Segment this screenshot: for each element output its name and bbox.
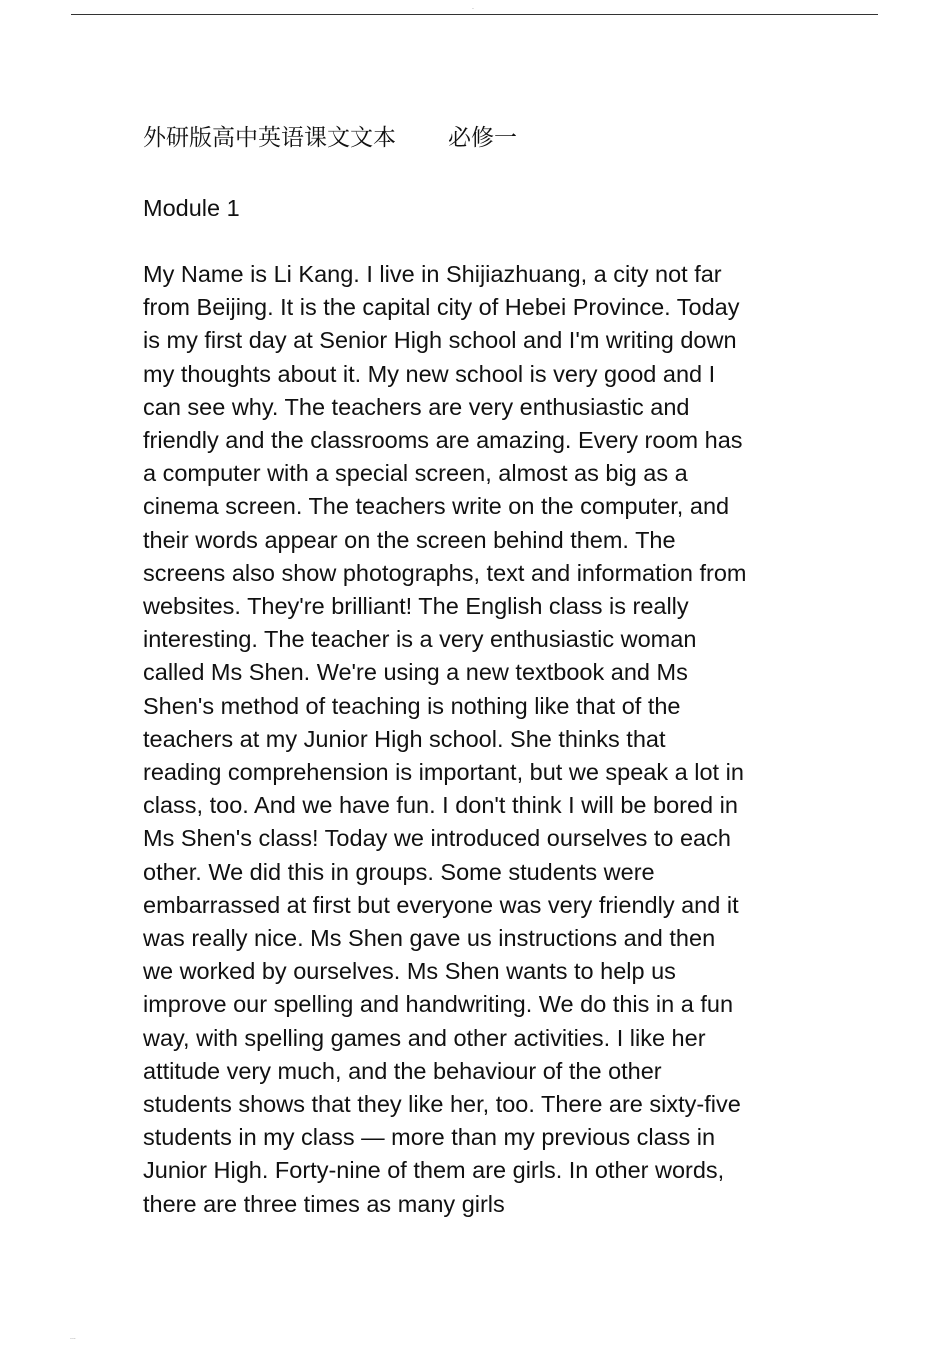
text-line: cinema screen. The teachers write on the computer, and [143, 493, 730, 520]
text-line: class, too. And we have fun. I don't think I will be bored in [143, 792, 738, 819]
text-line: way, with spelling games and other activities. I like her [143, 1024, 706, 1051]
text-line: websites. They're brilliant! The English class is really [143, 593, 689, 620]
text-line: improve our spelling and handwriting. We do this in a fun [143, 991, 734, 1018]
text-line: Ms Shen's class! Today we introduced ourselves to each [143, 825, 731, 852]
text-line: other. We did this in groups. Some students were [143, 858, 655, 885]
text-line: can see why. The teachers are very enthusiastic and [143, 393, 690, 420]
text-line: students shows that they like her, too. There are sixty-five [143, 1091, 741, 1118]
text-line: My Name is Li Kang. I live in Shijiazhuang, a city not far [143, 261, 722, 287]
header-rule [71, 14, 878, 15]
text-line: Junior High. Forty-nine of them are girls. In other words, [143, 1157, 725, 1184]
body-paragraph [143, 258, 793, 1221]
text-line: my thoughts about it. My new school is very good and I [143, 360, 716, 387]
text-line: Shen's method of teaching is nothing like that of the [143, 692, 681, 719]
text-line: screens also show photographs, text and information from [143, 559, 747, 586]
footer-marker: ... [70, 1334, 76, 1341]
text-line: interesting. The teacher is a very enthusiastic woman [143, 626, 697, 653]
text-line: teachers at my Junior High school. She thinks that [143, 725, 666, 752]
text-line: students in my class — more than my previous class in [143, 1124, 716, 1151]
text-line: friendly and the classrooms are amazing. Every room has [143, 427, 743, 454]
text-line: from Beijing. It is the capital city of Hebei Province. Today [143, 294, 740, 321]
text-line: embarrassed at first but everyone was very friendly and it [143, 891, 739, 918]
text-line: called Ms Shen. We're using a new textbook and Ms [143, 659, 688, 686]
document-content [143, 118, 793, 1221]
document-title-main: 外研版高中英语课文文本 [143, 125, 396, 151]
text-line: their words appear on the screen behind them. The [143, 526, 676, 553]
text-line: there are three times as many girls [143, 1190, 505, 1217]
document-title [143, 118, 793, 158]
text-line: is my first day at Senior High school and I'm writing down [143, 327, 737, 354]
text-line: a computer with a special screen, almost as big as a [143, 460, 688, 487]
module-heading: Module 1 [143, 195, 240, 221]
text-line: attitude very much, and the behaviour of the other [143, 1057, 662, 1084]
text-line: was really nice. Ms Shen gave us instructions and then [143, 925, 716, 952]
document-title-sub: 必修一 [448, 125, 517, 151]
header-marker: . [472, 4, 474, 11]
text-line: reading comprehension is important, but we speak a lot in [143, 759, 744, 786]
text-line: we worked by ourselves. Ms Shen wants to help us [143, 958, 676, 985]
